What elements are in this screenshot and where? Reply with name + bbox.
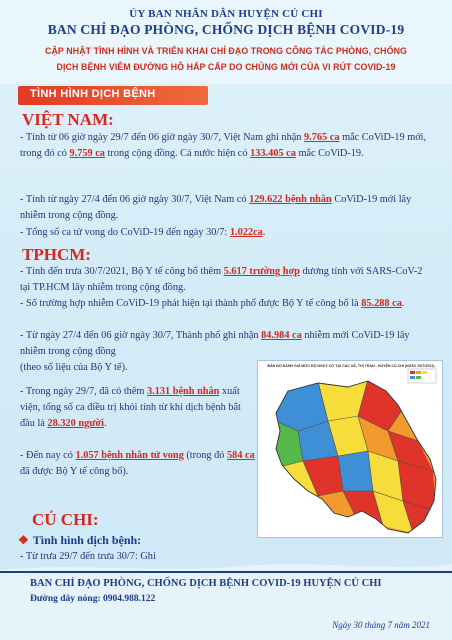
risk-map-card	[257, 360, 443, 538]
text: dương tính với SARS-CoV-2 tại TP.HCM lây nhiễm trong cộng đồng.	[20, 266, 423, 293]
cuchi-heading: CỦ CHI:	[32, 510, 99, 529]
tphcm-paragraph-3-note: (theo số liệu của Bộ Y tế).	[20, 362, 128, 373]
text: - Số trường hợp nhiễm CoViD-19 phát hiện tại thành phố được Bộ Y tế công bố là	[20, 298, 362, 309]
org-name: ỦY BAN NHÂN DÂN HUYỆN CỦ CHI	[129, 8, 323, 20]
text: mắc CoViD-19.	[295, 148, 364, 159]
highlight-total: 85.288 ca	[361, 298, 402, 309]
legend-yellow	[422, 371, 427, 374]
vietnam-paragraph-3	[20, 225, 434, 241]
text: - Từ ngày 27/4 đến 06 giờ ngày 30/7, Thành phố ghi nhận	[20, 330, 262, 341]
subtitle-line-1: CẬP NHẬT TÌNH HÌNH VÀ TRIỂN KHAI CHỈ ĐẠO TRONG CÔNG TÁC PHÒNG, CHỐNG	[45, 46, 407, 56]
highlight-cases: 5.617 trường hợp	[223, 266, 300, 277]
section-banner-label: TÌNH HÌNH DỊCH BỆNH	[30, 88, 156, 100]
text: - Tổng số ca tử vong do CoViD-19 đến ngày 30/7:	[20, 227, 230, 238]
highlight-discharged: 3.131 bệnh nhân	[147, 386, 220, 397]
highlight-deaths: 1.022ca	[229, 227, 263, 238]
tphcm-paragraph-2	[20, 296, 434, 312]
highlight-announced: 584 ca	[226, 450, 255, 461]
highlight-deaths: 1.057 bệnh nhân tử vong	[75, 450, 184, 461]
text: .	[103, 418, 107, 429]
subtitle-line-2: DỊCH BỆNH VIÊM ĐƯỜNG HÔ HẤP CẤP DO CHỦNG MỚI CỦA VI RÚT COVID-19	[56, 62, 396, 72]
highlight-patients: 129.622 bệnh nhân	[249, 194, 332, 205]
text: .	[401, 298, 405, 309]
footer-hotline: Đường dây nóng: 0904.988.122	[30, 594, 156, 604]
text: - Tính đến trưa 30/7/2021, Bộ Y tế công bố thêm	[20, 266, 224, 277]
text: - Tính từ 06 giờ ngày 29/7 đến 06 giờ ngày 30/7, Việt Nam ghi nhận	[20, 132, 305, 143]
vietnam-heading: VIỆT NAM:	[22, 110, 114, 129]
text: (trong đó	[183, 450, 227, 461]
cuchi-subheading	[18, 533, 141, 548]
text: đã được Bộ Y tế công bố).	[20, 466, 129, 477]
tphcm-paragraph-5	[20, 448, 258, 480]
text: .	[262, 227, 266, 238]
highlight-recovered: 28.320 người	[47, 418, 104, 429]
tphcm-paragraph-4	[20, 384, 258, 432]
diamond-bullet-icon: ❖	[18, 533, 29, 547]
text: xuất viện, tổng số ca điều trị khỏi tính từ khi dịch bệnh bắt đầu là	[20, 386, 241, 429]
legend-red	[410, 371, 415, 374]
text: - Trong ngày 29/7, đã có thêm	[20, 386, 147, 397]
text: - Tính từ ngày 27/4 đến 06 giờ ngày 30/7, Việt Nam có	[20, 194, 250, 205]
text: nhiễm mới CoViD-19 lây nhiễm trong cộng đồng	[20, 330, 410, 357]
tphcm-paragraph-3	[20, 328, 434, 360]
vietnam-paragraph-1	[20, 130, 434, 162]
text: mắc CoViD-19 mới, trong đó có	[20, 132, 427, 159]
text: CoViD-19 mới lây nhiễm trong cộng đồng.	[20, 194, 412, 221]
vietnam-paragraph-2	[20, 192, 434, 224]
legend-orange	[416, 371, 421, 374]
map-title: BẢN ĐỒ ĐÁNH GIÁ MỨC ĐỘ NGUY CƠ TẠI CÁC XÃ, THỊ TRẤN - HUYỆN CỦ CHI (NGÀY 29/7/2021)	[267, 364, 435, 368]
tphcm-heading: TPHCM:	[22, 245, 91, 264]
footer-title: BAN CHỈ ĐẠO PHÒNG, CHỐNG DỊCH BỆNH COVID-19 HUYỆN CỦ CHI	[30, 578, 382, 589]
risk-map-svg	[258, 361, 444, 539]
section-banner	[18, 86, 208, 105]
highlight-community-cases: 9.759 ca	[69, 148, 105, 159]
legend-green	[416, 376, 421, 379]
footer-date: Ngày 30 tháng 7 năm 2021	[332, 620, 430, 630]
highlight-new-cases: 9.765 ca	[304, 132, 340, 143]
highlight-new-cases: 84.984 ca	[261, 330, 302, 341]
tphcm-paragraph-1	[20, 264, 434, 296]
map-region-south-center	[338, 451, 373, 491]
text: - Đến nay có	[20, 450, 76, 461]
cuchi-subheading-label: Tình hình dịch bệnh:	[32, 533, 142, 547]
highlight-total-cases: 133.405 ca	[250, 148, 296, 159]
cuchi-paragraph-1: - Từ trưa 29/7 đến trưa 30/7: Ghi	[20, 551, 156, 562]
text: trong cộng đồng. Cả nước hiện có	[104, 148, 251, 159]
committee-title: BAN CHỈ ĐẠO PHÒNG, CHỐNG DỊCH BỆNH COVID-19	[47, 22, 405, 37]
footer-divider	[0, 571, 452, 573]
legend-blue	[410, 376, 415, 379]
